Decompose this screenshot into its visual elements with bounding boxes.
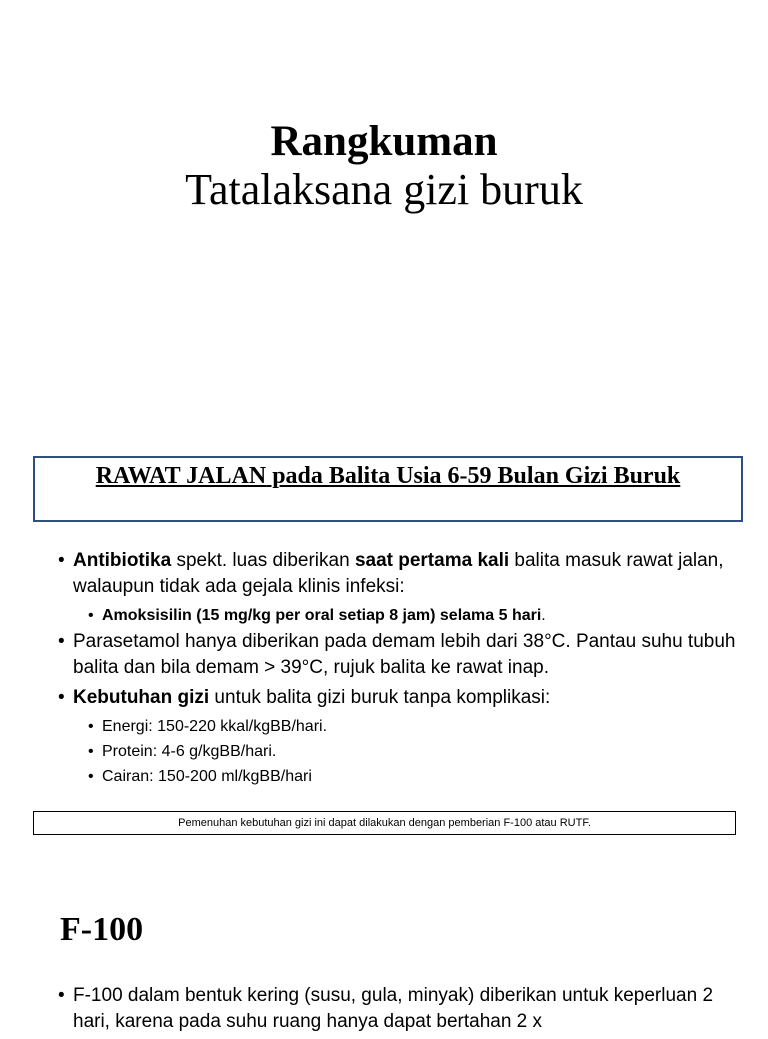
- bullet-list: [58, 548, 738, 790]
- f100-bullet-list: [58, 983, 738, 1039]
- bullet-kebutuhan-gizi: • Kebutuhan gizi untuk balita gizi buruk tanpa komplikasi:: [58, 685, 738, 711]
- heading-underlined: RAWAT JALAN pada Balita Usia 6-59 Bulan Gizi Buruk: [95, 463, 681, 489]
- section-heading-box: [33, 456, 743, 522]
- f100-title: F-100: [60, 911, 144, 948]
- sub-bullet-protein: • Protein: 4-6 g/kgBB/hari.: [88, 740, 738, 764]
- note-box: Pemenuhan kebutuhan gizi ini dapat dilakukan dengan pemberian F-100 atau RUTF.: [33, 811, 736, 835]
- sub-bullet-cairan: • Cairan: 150-200 ml/kgBB/hari: [88, 765, 738, 789]
- bullet-f100-kering: • F-100 dalam bentuk kering (susu, gula, minyak) diberikan untuk keperluan 2 hari, karena pada suhu ruang hanya dapat bertahan 2 x: [58, 983, 738, 1035]
- bullet-parasetamol: • Parasetamol hanya diberikan pada demam lebih dari 38°C. Pantau suhu tubuh balita dan bila demam > 39°C, rujuk balita ke rawat inap.: [58, 629, 738, 681]
- sub-bullet-amoksisilin: • Amoksisilin (15 mg/kg per oral setiap 8 jam) selama 5 hari.: [88, 604, 738, 628]
- slide-title: Rangkuman: [270, 118, 498, 165]
- bullet-antibiotika: • Antibiotika spekt. luas diberikan saat pertama kali balita masuk rawat jalan, walaupun tidak ada gejala klinis infeksi:: [58, 548, 738, 600]
- slide-subtitle: Tatalaksana gizi buruk: [185, 165, 583, 214]
- title-block: [0, 118, 768, 214]
- sub-bullet-energi: • Energi: 150-220 kkal/kgBB/hari.: [88, 715, 738, 739]
